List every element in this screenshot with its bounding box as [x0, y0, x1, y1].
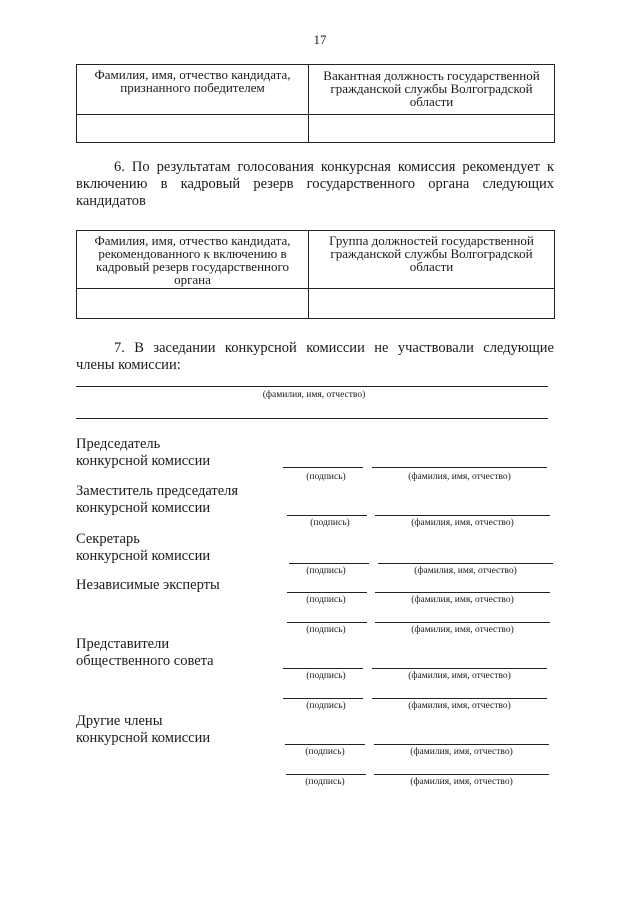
council1-name-caption: (фамилия, имя, отчество) — [408, 671, 511, 681]
reserve-table-header-group: Группа должностей государственной гражданской службы Волгоградской области — [309, 231, 555, 289]
experts-label: Независимые эксперты — [76, 577, 220, 593]
chairman-name-caption: (фамилия, имя, отчество) — [408, 472, 511, 482]
reserve-table-cell-candidate[interactable] — [77, 289, 309, 319]
member2-signature-caption: (подпись) — [305, 777, 345, 787]
deputy-label: Заместитель председателя конкурсной комиссии — [76, 483, 239, 516]
secretary-signature-line[interactable] — [289, 563, 369, 564]
expert1-signature-caption: (подпись) — [306, 595, 346, 605]
expert2-signature-caption: (подпись) — [306, 625, 346, 635]
section6-line1: 6. По результатам голосования конкурсная комиссия рекомендует к — [114, 159, 554, 175]
section7-line1: 7. В заседании конкурсной комиссии не участвовали следующие — [114, 340, 554, 356]
council1-signature-caption: (подпись) — [306, 671, 346, 681]
reserve-table — [76, 230, 555, 319]
other-members-label: Другие члены конкурсной комиссии — [76, 713, 211, 746]
absent-members-line-2[interactable] — [76, 418, 548, 419]
member1-name-caption: (фамилия, имя, отчество) — [410, 747, 513, 757]
chairman-signature-caption: (подпись) — [306, 472, 346, 482]
winner-table-cell-candidate[interactable] — [77, 115, 309, 143]
council1-signature-line[interactable] — [283, 668, 363, 669]
deputy-signature-caption: (подпись) — [310, 518, 350, 528]
section6-line3: кандидатов — [76, 193, 146, 209]
reserve-table-header-candidate: Фамилия, имя, отчество кандидата, рекомендованного к включению в кадровый резерв государственного органа — [77, 231, 309, 289]
secretary-name-line[interactable] — [378, 563, 553, 564]
secretary-label: Секретарь конкурсной комиссии — [76, 531, 211, 564]
chairman-label: Председатель конкурсной комиссии — [76, 436, 211, 469]
secretary-signature-caption: (подпись) — [306, 566, 346, 576]
absent-members-line[interactable] — [76, 386, 548, 387]
council2-signature-line[interactable] — [283, 698, 363, 699]
expert1-name-caption: (фамилия, имя, отчество) — [411, 595, 514, 605]
section6-line2: включению в кадровый резерв государственного органа следующих — [76, 176, 554, 192]
reserve-table-cell-group[interactable] — [309, 289, 555, 319]
council1-name-line[interactable] — [372, 668, 547, 669]
expert2-name-line[interactable] — [375, 622, 550, 623]
winner-table-header-candidate: Фамилия, имя, отчество кандидата, признанного победителем — [77, 65, 309, 115]
page-number: 17 — [313, 32, 327, 47]
member1-signature-caption: (подпись) — [305, 747, 345, 757]
section7-line2: члены комиссии: — [76, 357, 181, 373]
member2-signature-line[interactable] — [286, 774, 366, 775]
secretary-name-caption: (фамилия, имя, отчество) — [414, 566, 517, 576]
chairman-name-line[interactable] — [372, 467, 547, 468]
expert1-signature-line[interactable] — [287, 592, 367, 593]
expert2-signature-line[interactable] — [287, 622, 367, 623]
winner-table-cell-position[interactable] — [309, 115, 555, 143]
chairman-signature-line[interactable] — [283, 467, 363, 468]
section7-text — [76, 340, 554, 374]
deputy-signature-line[interactable] — [287, 515, 367, 516]
public-council-label: Представители общественного совета — [76, 636, 214, 669]
member2-name-line[interactable] — [374, 774, 549, 775]
winner-table — [76, 64, 555, 143]
section6-text — [76, 159, 554, 210]
expert1-name-line[interactable] — [375, 592, 550, 593]
council2-name-caption: (фамилия, имя, отчество) — [408, 701, 511, 711]
council2-name-line[interactable] — [372, 698, 547, 699]
member2-name-caption: (фамилия, имя, отчество) — [410, 777, 513, 787]
absent-members-caption: (фамилия, имя, отчество) — [262, 390, 366, 400]
member1-signature-line[interactable] — [285, 744, 365, 745]
winner-table-header-position: Вакантная должность государственной гражданской службы Волгоградской области — [309, 65, 555, 115]
council2-signature-caption: (подпись) — [306, 701, 346, 711]
deputy-name-caption: (фамилия, имя, отчество) — [411, 518, 514, 528]
deputy-name-line[interactable] — [375, 515, 550, 516]
member1-name-line[interactable] — [374, 744, 549, 745]
expert2-name-caption: (фамилия, имя, отчество) — [411, 625, 514, 635]
